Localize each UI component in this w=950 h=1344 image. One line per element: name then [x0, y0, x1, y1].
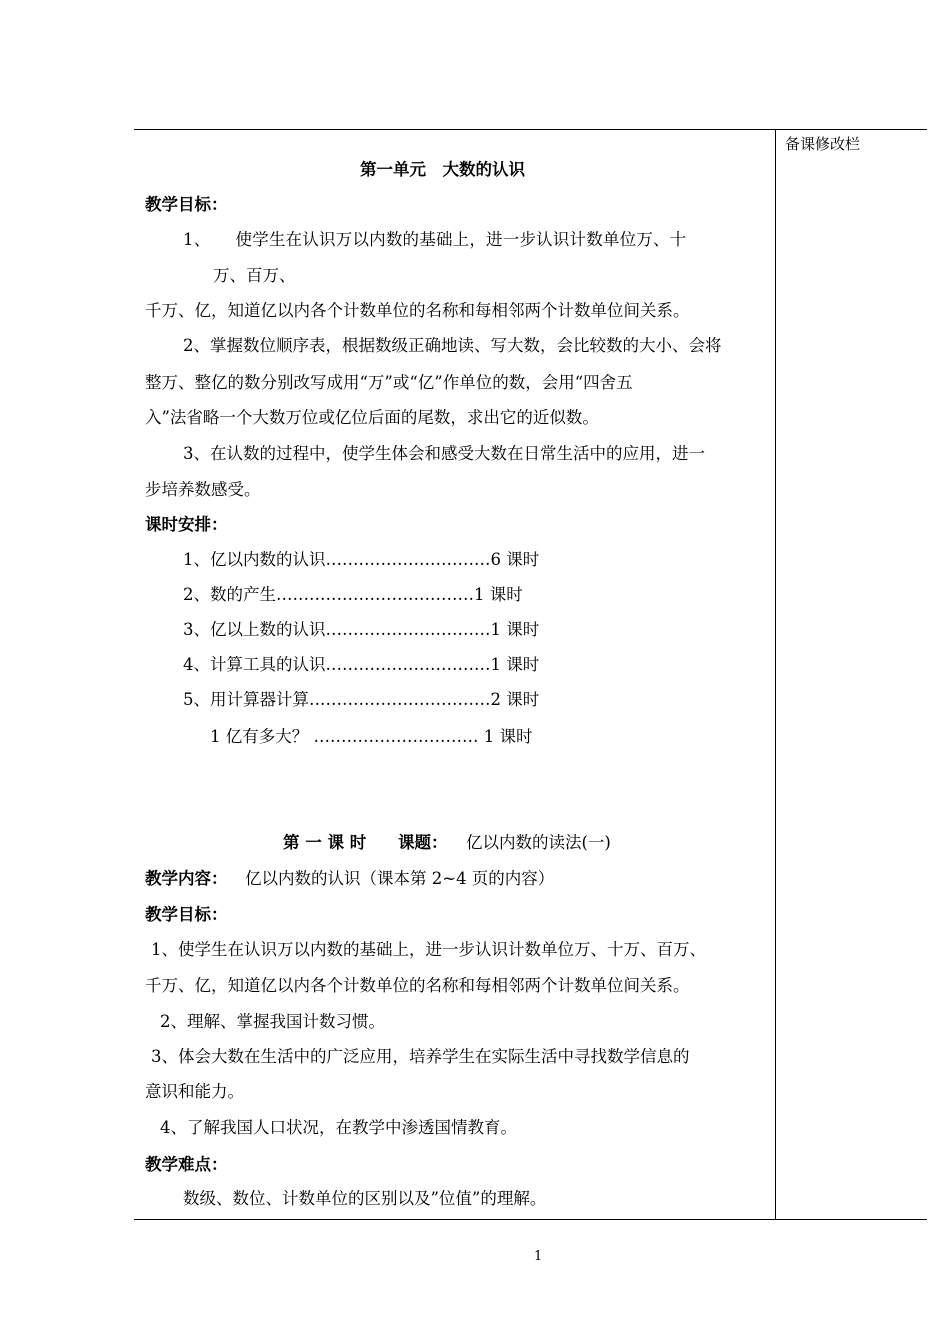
- unit-goal1-line2: 万、百万、: [213, 266, 296, 285]
- lesson-content-label: 教学内容：: [145, 869, 228, 888]
- unit-goal1-line1: 1、 使学生在认识万以内数的基础上，进一步认识计数单位万、十: [183, 230, 687, 249]
- lesson-goals-heading: 教学目标：: [145, 905, 228, 924]
- unit-goal2-line3: 入”法省略一个大数万位或亿位后面的尾数，求出它的近似数。: [145, 408, 599, 427]
- lesson-topic: 亿以内数的读法(一): [466, 833, 611, 852]
- lesson-content: 亿以内数的认识（课本第 2~4 页的内容）: [245, 869, 555, 888]
- sidebar-header: 备课修改栏: [785, 135, 861, 153]
- lesson-goal3-line2: 意识和能力。: [145, 1082, 244, 1101]
- schedule-item-1: 1、亿以内数的认识…………………………6 课时: [183, 550, 540, 569]
- lesson-goal4: 4、了解我国人口状况，在教学中渗透国情教育。: [160, 1118, 517, 1137]
- table-top-border: [134, 129, 927, 130]
- schedule-item-5: 5、用计算器计算……………………………2 课时: [183, 690, 540, 709]
- lesson-goal3-line1: 3、体会大数在生活中的广泛应用，培养学生在实际生活中寻找数学信息的: [151, 1047, 690, 1066]
- schedule-item-3: 3、亿以上数的认识…………………………1 课时: [183, 620, 540, 639]
- lesson-topic-label: 课题：: [398, 833, 448, 852]
- unit-title: 第一单元 大数的认识: [360, 160, 525, 179]
- table-bottom-border: [134, 1219, 927, 1220]
- unit-goal3-line1: 3、在认数的过程中，使学生体会和感受大数在日常生活中的应用，进一: [183, 444, 705, 463]
- page-number: 1: [534, 1249, 543, 1264]
- difficulty-heading: 教学难点：: [145, 1155, 228, 1174]
- unit-goal3-line2: 步培养数感受。: [145, 480, 261, 499]
- unit-goal2-line1: 2、掌握数位顺序表，根据数级正确地读、写大数，会比较数的大小、会将: [183, 336, 722, 355]
- difficulty-text: 数级、数位、计数单位的区别以及”位值”的理解。: [183, 1189, 547, 1208]
- column-divider: [775, 129, 776, 1220]
- unit-goal1-line3: 千万、亿，知道亿以内各个计数单位的名称和每相邻两个计数单位间关系。: [145, 301, 690, 320]
- schedule-heading: 课时安排：: [145, 515, 228, 534]
- lesson-period: 第 一 课 时: [283, 833, 367, 852]
- schedule-item-2: 2、数的产生………………………………1 课时: [183, 585, 523, 604]
- unit-goal2-line2: 整万、整亿的数分别改写成用“万”或“亿”作单位的数，会用“四舍五: [145, 373, 633, 392]
- schedule-item-4: 4、计算工具的认识…………………………1 课时: [183, 655, 540, 674]
- lesson-goal2: 2、理解、掌握我国计数习惯。: [160, 1012, 385, 1031]
- lesson-goal1-line2: 千万、亿，知道亿以内各个计数单位的名称和每相邻两个计数单位间关系。: [145, 976, 690, 995]
- unit-goals-heading: 教学目标：: [145, 195, 228, 214]
- lesson-goal1-line1: 1、使学生在认识万以内数的基础上，进一步认识计数单位万、十万、百万、: [151, 940, 706, 959]
- schedule-item-6: 1 亿有多大？ ………………………… 1 课时: [210, 727, 533, 746]
